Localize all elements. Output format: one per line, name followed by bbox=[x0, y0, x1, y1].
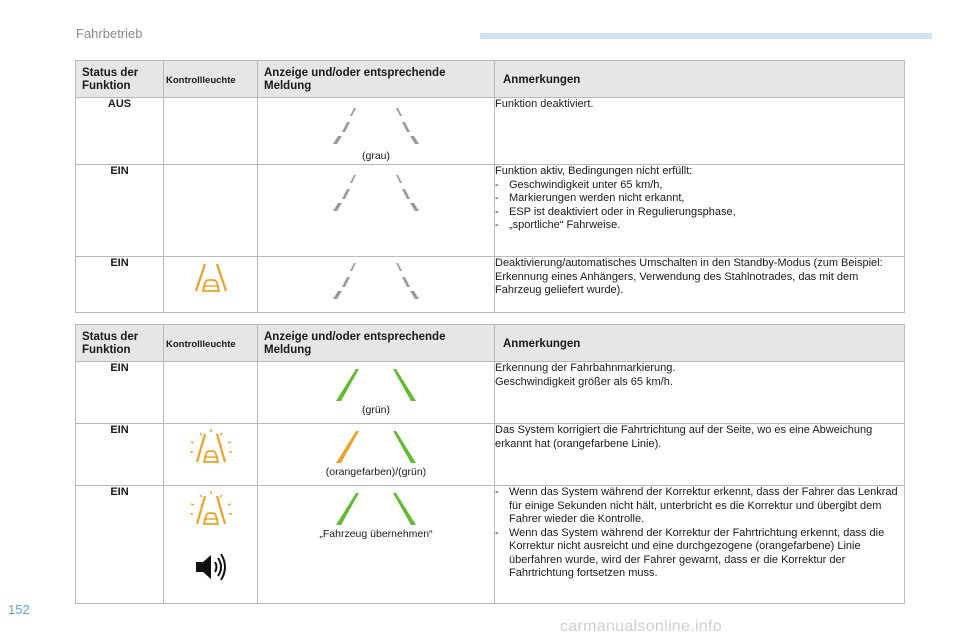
anzeige-caption: (grau) bbox=[361, 150, 390, 162]
remark-cell: Das System korrigiert die Fahrtrichtung auf der Seite, wo es eine Abweichung erkannt hat (orangefarbene Linie). bbox=[495, 424, 905, 486]
list-item: - Wenn das System während der Korrektur der Fahrtrichtung erkennt, dass die Korrektur nicht ausreicht und eine durchgezogene (orangefarbene) Linie überfahren wurde, wird der Fahrer gewarnt, dass er die Korrektur der Fahrtrichtung fortsetzen muss. bbox=[495, 527, 904, 581]
remark-cell bbox=[495, 486, 905, 604]
lane-lines-orange-green-icon bbox=[321, 430, 431, 464]
header-anmerkungen: Anmerkungen bbox=[495, 61, 905, 98]
lane-lines-grey-icon bbox=[321, 261, 431, 301]
lane-correction-orange-icon bbox=[188, 490, 234, 530]
remark-cell: Deaktivierung/automatisches Umschalten in den Standby-Modus (zum Beispiel: Erkennung eines Anhängers, Verwendung des Stahlnotrades, das mit dem Fahrzeug geliefert wurde). bbox=[495, 257, 905, 313]
status-cell: EIN bbox=[76, 257, 164, 313]
lane-lines-green-icon bbox=[321, 492, 431, 526]
remark-list bbox=[495, 486, 904, 581]
header-status: Status der Funktion bbox=[76, 325, 164, 362]
anzeige-caption: (grün) bbox=[361, 404, 390, 416]
status-cell: AUS bbox=[76, 98, 164, 165]
kontrollleuchte-cell bbox=[164, 486, 258, 604]
remark-line: Erkennung der Fahrbahnmarkierung. bbox=[495, 362, 676, 374]
kontrollleuchte-cell bbox=[164, 98, 258, 165]
kontrollleuchte-cell bbox=[164, 362, 258, 424]
header-kontrollleuchte: Kontrollleuchte bbox=[164, 61, 258, 98]
lane-lines-grey-icon bbox=[321, 173, 431, 213]
list-item: - Markierungen werden nicht erkannt, bbox=[495, 192, 904, 206]
remark-cell bbox=[495, 165, 905, 257]
remark-intro: Funktion aktiv, Bedingungen nicht erfüllt: bbox=[495, 165, 693, 177]
list-item: - ESP ist deaktiviert oder in Regulierungsphase, bbox=[495, 206, 904, 220]
header-anmerkungen: Anmerkungen bbox=[495, 325, 905, 362]
lane-correction-orange-icon bbox=[188, 428, 234, 468]
table-header-row bbox=[76, 325, 905, 362]
kontrollleuchte-cell bbox=[164, 257, 258, 313]
table-header-row bbox=[76, 61, 905, 98]
status-cell: EIN bbox=[76, 424, 164, 486]
section-title: Fahrbetrieb bbox=[76, 26, 143, 41]
remark-cell bbox=[495, 362, 905, 424]
anzeige-caption: „Fahrzeug übernehmen“ bbox=[319, 528, 433, 540]
status-table-1 bbox=[75, 60, 905, 313]
status-cell: EIN bbox=[76, 362, 164, 424]
watermark: carmanualsonline.info bbox=[560, 618, 722, 635]
header-status: Status der Funktion bbox=[76, 61, 164, 98]
speaker-sound-icon bbox=[193, 552, 229, 582]
table-row bbox=[76, 362, 905, 424]
anzeige-cell bbox=[258, 424, 495, 486]
status-cell: EIN bbox=[76, 165, 164, 257]
page-number: 152 bbox=[8, 602, 30, 617]
kontrollleuchte-cell bbox=[164, 165, 258, 257]
lane-departure-warning-orange-icon bbox=[191, 261, 231, 297]
remark-line: Geschwindigkeit größer als 65 km/h. bbox=[495, 375, 673, 388]
status-cell: EIN bbox=[76, 486, 164, 604]
anzeige-caption: (orangefarben)/(grün) bbox=[325, 466, 427, 478]
list-item: - Geschwindigkeit unter 65 km/h, bbox=[495, 179, 904, 193]
list-item: - „sportliche“ Fahrweise. bbox=[495, 219, 904, 233]
table-row bbox=[76, 486, 905, 604]
anzeige-cell bbox=[258, 98, 495, 165]
anzeige-cell bbox=[258, 165, 495, 257]
anzeige-cell bbox=[258, 362, 495, 424]
remark-list bbox=[495, 179, 904, 233]
lane-lines-grey-icon bbox=[321, 106, 431, 146]
header-kontrollleuchte: Kontrollleuchte bbox=[164, 325, 258, 362]
list-item: - Wenn das System während der Korrektur erkennt, dass der Fahrer das Lenkrad für einige Sekunden nicht hält, unterbricht es die Korrektur und übergibt dem Fahrer wieder die Kontrolle. bbox=[495, 486, 904, 527]
kontrollleuchte-cell bbox=[164, 424, 258, 486]
table-row bbox=[76, 165, 905, 257]
table-row bbox=[76, 98, 905, 165]
lane-lines-green-icon bbox=[321, 368, 431, 402]
table-row bbox=[76, 424, 905, 486]
header-bar bbox=[480, 33, 932, 39]
anzeige-cell bbox=[258, 257, 495, 313]
header-anzeige: Anzeige und/oder entsprechende Meldung bbox=[258, 61, 495, 98]
status-table-2 bbox=[75, 324, 905, 604]
remark-cell: Funktion deaktiviert. bbox=[495, 98, 905, 165]
anzeige-cell bbox=[258, 486, 495, 604]
header-anzeige: Anzeige und/oder entsprechende Meldung bbox=[258, 325, 495, 362]
table-row bbox=[76, 257, 905, 313]
